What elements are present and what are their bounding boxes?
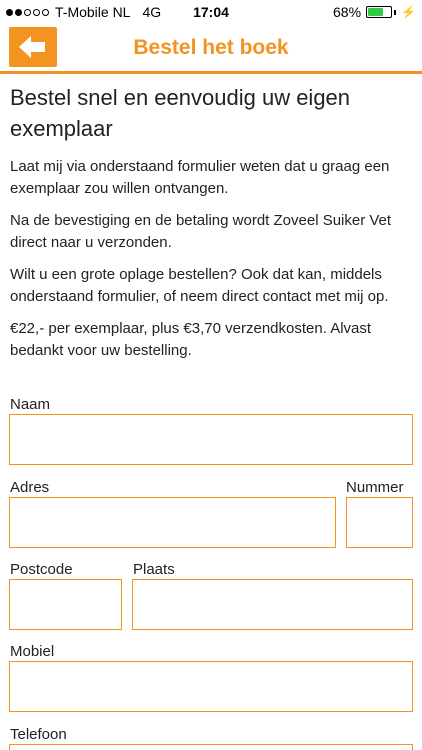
battery-icon [366, 6, 392, 18]
naam-input[interactable] [9, 414, 413, 465]
postcode-label: Postcode [10, 561, 73, 578]
telefoon-input[interactable] [9, 744, 413, 750]
plaats-input[interactable] [132, 579, 413, 630]
network-type: 4G [142, 4, 162, 20]
adres-label: Adres [10, 479, 50, 496]
battery-percent: 68% [333, 4, 362, 20]
shipping-paragraph: Na de bevestiging en de betaling wordt Zoveel Suiker Vet direct naar u verzonden. [10, 212, 392, 251]
telefoon-label: Telefoon [10, 726, 67, 743]
adres-input[interactable] [9, 497, 336, 548]
intro-paragraph: Laat mij via onderstaand formulier weten dat u graag een exemplaar zou willen ontvangen. [10, 158, 390, 197]
page-title: Bestel snel en eenvoudig uw eigen exemplaar [10, 85, 351, 141]
status-bar [0, 0, 422, 24]
carrier-name: T-Mobile NL [55, 4, 131, 20]
postcode-input[interactable] [9, 579, 122, 630]
bulk-order-paragraph: Wilt u een grote oplage bestellen? Ook dat kan, middels onderstaand formulier, of neem direct contact met mij op. [10, 266, 389, 305]
status-time: 17:04 [193, 4, 229, 20]
mobiel-label: Mobiel [10, 643, 55, 660]
plaats-label: Plaats [133, 561, 175, 578]
page-header-title: Bestel het boek [133, 36, 289, 59]
price-paragraph: €22,- per exemplaar, plus €3,70 verzendkosten. Alvast bedankt voor uw bestelling. [10, 320, 372, 359]
mobiel-input[interactable] [9, 661, 413, 712]
naam-label: Naam [10, 396, 51, 413]
nummer-label: Nummer [346, 479, 404, 496]
charging-bolt-icon: ⚡ [401, 5, 416, 19]
nummer-input[interactable] [346, 497, 413, 548]
page-content [10, 82, 414, 372]
navigation-bar [0, 24, 422, 74]
status-right [333, 4, 416, 20]
